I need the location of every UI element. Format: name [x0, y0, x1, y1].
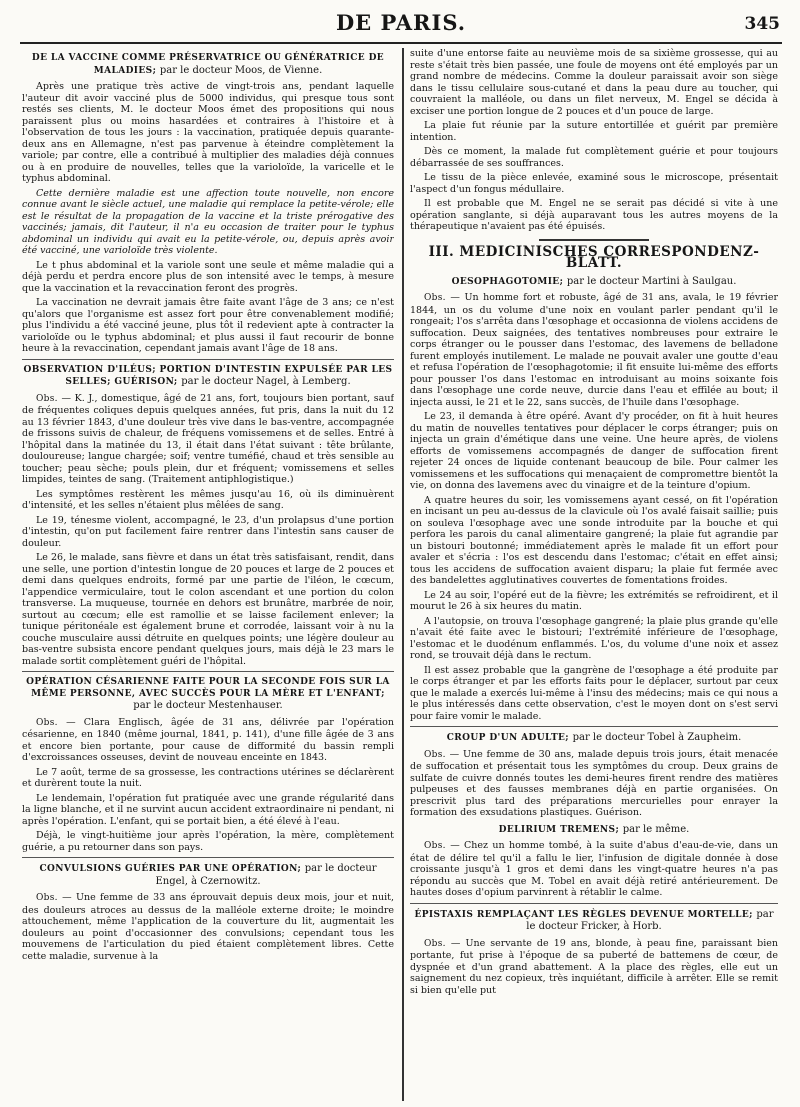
- section-separator: [539, 239, 649, 241]
- article-title-caps: ÉPISTAXIS REMPLAÇANT LES RÈGLES DEVENUE MORTELLE;: [414, 909, 753, 920]
- article-byline: par le docteur Tobel à Zaupheim.: [572, 732, 742, 743]
- article-title-vaccine: [22, 53, 394, 77]
- paragraph: Le 19, ténesme violent, accompagné, le 23, d'un prolapsus d'une portion d'intestin, qu'on put facilement faire rentrer dans l'intestin sans causer de douleur.: [22, 514, 394, 549]
- paragraph: Le lendemain, l'opération fut pratiquée avec une grande régularité dans la ligne blanche, et il ne survint aucun accident extraordinaire ni pendant, ni après l'opération. L'enfant, qui se portait bien, a été élevé à l'eau.: [22, 792, 394, 827]
- article-title-caps: OPÉRATION CÉSARIENNE FAITE POUR LA SECONDE FOIS SUR LA MÊME PERSONNE, AVEC SUCCÈS POUR LA MÈRE ET L'ENFANT;: [26, 677, 390, 699]
- page-header: [20, 8, 782, 44]
- article-title-croup: [410, 732, 778, 745]
- paragraph: Le t phus abdominal et la variole sont une seule et même maladie qui a déjà perdu et perdra encore plus de son intensité avec le temps, à mesure que la vaccination et la revaccination feront des progrès.: [22, 259, 394, 294]
- paragraph: Le 24 au soir, l'opéré eut de la fièvre; les extrémités se refroidirent, et il mourut le 26 à six heures du matin.: [410, 589, 778, 612]
- article-title-epistaxis: [410, 909, 778, 934]
- article-separator: [22, 671, 394, 672]
- right-column: [410, 48, 778, 1101]
- article-title-caps: OBSERVATION D'ILÉUS; PORTION D'INTESTIN EXPULSÉE PAR LES SELLES; GUÉRISON;: [23, 364, 393, 387]
- article-title-caps: CROUP D'UN ADULTE;: [446, 733, 570, 743]
- article-byline: par le docteur Fricker, à Horb.: [526, 908, 774, 932]
- article-separator: [410, 726, 778, 727]
- paragraph: Obs. — K. J., domestique, âgé de 21 ans, fort, toujours bien portant, sauf de fréquentes coliques depuis quelques années, fut pris, dans la nuit du 12 au 13 février 1843, d'une douleur très vive dans le bas-ventre, accompagnée de frissons suivis de chaleur, de fréquens vomissemens et de selles. Entré à l'hôpital dans la matinée du 13, il était dans l'état suivant : tête brûlante, douloureuse; langue chargée; soif; ventre tuméfié, chaud et très sensible au toucher; peau sèche; pouls plein, dur et fréquent; vomissemens et selles limpides, teintes de sang. (Traitement antiphlogistique.): [22, 392, 394, 485]
- article-byline: par le même.: [622, 823, 690, 835]
- page-number: 345: [744, 14, 780, 34]
- page-title: DE PARIS.: [335, 10, 467, 35]
- paragraph: Le 26, le malade, sans fièvre et dans un état très satisfaisant, rendit, dans une selle, une portion d'intestin longue de 20 pouces et large de 2 pouces et demi dans quelques endroits, formé par une partie de l'iléon, le cœcum, l'appendice vermiculaire, tout le colon ascendant et une portion du colon transverse. La muqueuse, tournée en dehors est brunâtre, marbrée de noir, surtout au cœcum; elle est ramollie et se laisse facilement enlever; la tunique péritonéale est également brune et corrodée, laissant voir à nu la couche musculaire aussi détruite en quelques points; une légère douleur au bas-ventre subsista encore pendant quelques jours, mais déjà le 23 mars le malade sortit complètement guéri de l'hôpital.: [22, 552, 394, 667]
- paragraph: Cette dernière maladie est une affection toute nouvelle, non encore connue avant le siècle actuel, une maladie qui remplace la petite-vérole; elle est le résultat de la propagation de la vaccine et la triste prérogative des vaccinés; jamais, dit l'auteur, il n'a eu occasion de traiter pour le typhus abdominal un individu qui avait eu la petite-vérole, ou, depuis après avoir été vacciné, une varioloïde très violente.: [22, 187, 394, 256]
- article-separator: [22, 857, 394, 858]
- article-byline: par le docteur Martini à Saulgau.: [566, 275, 737, 287]
- article-title-oesophagotomie: [410, 276, 778, 289]
- obs-label: Obs.: [36, 393, 58, 404]
- left-column: [22, 48, 394, 1101]
- paragraph: Les symptômes restèrent les mêmes jusqu'au 16, où ils diminuèrent d'intensité, et les selles n'étaient plus mêlées de sang.: [22, 488, 394, 511]
- paragraph: Obs. — Une servante de 19 ans, blonde, à peau fine, paraissant bien portante, fut prise à l'époque de sa puberté de battemens de cœur, de dyspnée et d'un grand abattement. A la place des règles, elle eut un saignement du nez copieux, très inquiétant, difficile à arrêter. Elle se remit si bien qu'elle put: [410, 937, 778, 996]
- article-byline: par le docteur Engel, à Czernowitz.: [155, 863, 377, 887]
- paragraph: Obs. — Clara Englisch, âgée de 31 ans, délivrée par l'opération césarienne, en 1840 (même journal, 1841, p. 141), d'une fille âgée de 3 ans et encore bien portante, pour cause de difformité du bassin rempli d'excroissances osseuses, devint de nouveau enceinte en 1843.: [22, 716, 394, 763]
- paragraph: Obs. — Une femme de 30 ans, malade depuis trois jours, était menacée de suffocation et présentait tous les symptômes du croup. Deux grains de sulfate de cuivre donnés toutes les demi-heures firent rendre des matières pulpeuses et des fausses membranes déjà en partie organisées. On prescrivit plus tard des préparations mercurielles pour enrayer la formation des exsudations plastiques. Guérison.: [410, 748, 778, 818]
- obs-label: Obs.: [424, 841, 446, 851]
- article-title-cesarienne: [22, 677, 394, 713]
- paragraph: Après une pratique très active de vingt-trois ans, pendant laquelle l'auteur dit avoir vacciné plus de 5000 individus, qui presque tous sont restés ses clients, M. le docteur Moos émet des propositions qui nous paraissent plus ou moins hasardées et contraires à l'histoire et à l'observation de tous les jours : la vaccination, pratiquée depuis quarante-deux ans en Allemagne, n'est pas parvenue à éteindre complètement la variole; par contre, elle a contribué à multiplier des maladies déjà connues ou à en produire de nouvelles, telles que la varioloïde, la varicelle et le typhus abdominal.: [22, 81, 394, 184]
- obs-label: Obs.: [424, 938, 446, 949]
- obs-label: Obs.: [36, 893, 58, 903]
- paragraph: Déjà, le vingt-huitième jour après l'opération, la mère, complètement guérie, a pu retourner dans son pays.: [22, 830, 394, 853]
- article-byline: par le docteur Mestenhauser.: [133, 700, 283, 711]
- obs-label: Obs.: [424, 749, 446, 760]
- paragraph: La vaccination ne devrait jamais être faite avant l'âge de 3 ans; ce n'est qu'alors que l'organisme est assez fort pour être convenablement modifié; plus l'individu a été vacciné jeune, plus tôt il redevient apte à contracter la varioloïde ou le typhus abdominal; et plus aussi il faut recourir de bonne heure à la revaccination, cependant jamais avant l'âge de 18 ans.: [22, 297, 394, 354]
- article-byline: par le docteur Moos, de Vienne.: [159, 64, 323, 76]
- paragraph: La plaie fut réunie par la suture entortillée et guérit par première intention.: [410, 120, 778, 143]
- article-title-caps: CONVULSIONS GUÉRIES PAR UNE OPÉRATION;: [39, 864, 302, 874]
- obs-label: Obs.: [424, 293, 446, 303]
- paragraph: Le tissu de la pièce enlevée, examiné sous le microscope, présentait l'aspect d'un fongus médullaire.: [410, 172, 778, 195]
- article-title-delirium: [410, 824, 778, 837]
- article-separator: [22, 359, 394, 360]
- column-divider: [402, 48, 404, 1101]
- paragraph: Le 23, il demanda à être opéré. Avant d'y procéder, on fit à huit heures du matin de nouvelles tentatives pour déplacer le corps étranger; puis on injecta un grain d'émétique dans une veine. Une heure après, de violens efforts de vomissemens accompagnés de danger de suffocation firent rejeter 24 onces de liquide contenant beaucoup de bile. Pour calmer les vomissemens et les suffocations qui menaçaient de compromettre bientôt la vie, on donna des lavemens avec du vinaigre et de la teinture d'opium.: [410, 411, 778, 491]
- article-title-ileus: [22, 365, 394, 389]
- paragraph: A l'autopsie, on trouva l'œsophage gangrené; la plaie plus grande qu'elle n'avait été faite avec le bistouri; l'extrémité inférieure de l'œsophage, l'estomac et le duodénum enflammés. L'os, du volume d'une noix et assez rond, se trouvait déjà dans le rectum.: [410, 615, 778, 661]
- paragraph: A quatre heures du soir, les vomissemens ayant cessé, on fit l'opération en incisant un peu au-dessus de la clavicule où l'os avalé faisait saillie; puis on souleva l'œsophage avec une sonde introduite par la bouche et qui perfora les parois du canal alimentaire gangrené; la plaie fut agrandie par un bistouri boutonné; immédiatement après le malade fit un effort pour avaler et s'écria : l'os est descendu dans l'estomac; c'était en effet ainsi; tous les accidens de suffocation avaient disparu; la plaie fut fermée avec des bandelettes agglutinatives couvertes de fomentations froides.: [410, 494, 778, 586]
- article-byline: par le docteur Nagel, à Lemberg.: [181, 376, 351, 387]
- paragraph: Obs. — Une femme de 33 ans éprouvait depuis deux mois, jour et nuit, des douleurs atroces au dessus de la malléole externe droite; le moindre attouchement, même l'application de la couverture du lit, augmentait les douleurs au point d'occasionner des convulsions; cependant tous les mouvemens de l'articulation du pied étaient complètement libres. Cette cette maladie, survenue à la: [22, 892, 394, 962]
- section-heading: III. MEDICINISCHES CORRESPONDENZ-BLATT.: [428, 243, 760, 271]
- article-title-caps: DELIRIUM TREMENS;: [498, 824, 620, 835]
- paragraph: Dès ce moment, la malade fut complètement guérie et pour toujours débarrassée de ses souffrances.: [410, 146, 778, 169]
- article-title-caps: DE LA VACCINE COMME PRÉSERVATRICE OU GÉNÉRATRICE DE MALADIES;: [31, 53, 385, 76]
- paragraph: Obs. — Un homme fort et robuste, âgé de 31 ans, avala, le 19 février 1844, un os du volume d'une noix en voulant parler pendant qu'il le rongeait; l'os s'arrêta dans l'œsophage et occasionna de violens accidens de suffocation. Deux saignées, des tentatives nombreuses pour extraire le corps étranger ou le pousser dans l'estomac, des lavemens de belladone furent employés inutilement. Le malade ne pouvait avaler une goutte d'eau et refusa l'opération de l'œsophagotomie; il fit ensuite lui-même des efforts pour pousser l'os dans l'estomac en introduisant au moins soixante fois dans l'œsophage une corde neuve, durcie dans l'eau et effilée au bout; il injecta aussi, le 21 et le 22, sans succès, de l'huile dans l'œsophage.: [410, 292, 778, 408]
- article-title-caps: OESOPHAGOTOMIE;: [451, 276, 564, 287]
- paragraph: Obs. — Chez un homme tombé, à la suite d'abus d'eau-de-vie, dans un état de délire tel qu'il a fallu le lier, l'infusion de digitale donnée à dose croissante jusqu'à 1 gros et demi dans les vingt-quatre heures n'a pas répondu au succès que M. Tobel en avait déjà retiré antérieurement. De hautes doses d'opium parvinrent à rétablir le calme.: [410, 840, 778, 898]
- article-separator: [410, 903, 778, 904]
- paragraph: Il est assez probable que la gangrène de l'œsophage a été produite par le corps étranger et par les efforts faits pour le déplacer, surtout par ceux que le malade a exercés lui-même à l'insu des médecins; mais ce qui nous a le plus intéressés dans cette observation, c'est le moyen dont on s'est servi pour faire vomir le malade.: [410, 664, 778, 722]
- article-title-convulsions: [22, 863, 394, 888]
- obs-label: Obs.: [36, 717, 58, 728]
- paragraph: Le 7 août, terme de sa grossesse, les contractions utérines se déclarèrent et durèrent toute la nuit.: [22, 766, 394, 789]
- paragraph: Il est probable que M. Engel ne se serait pas décidé si vite à une opération sanglante, si déjà auparavant tous les autres moyens de la thérapeutique n'avaient pas été épuisés.: [410, 198, 778, 232]
- paragraph: suite d'une entorse faite au neuvième mois de sa sixième grossesse, qui au reste s'était très bien passée, une foule de moyens ont été employés par un grand nombre de médecins. Comme la douleur paraissait avoir son siège dans le tissu cellulaire sous-cutané et dans la peau dure au toucher, qui couvraient la malléole, ou dans un filet nerveux, M. Engel se décida à exciser une portion longue de 2 pouces et d'un pouce de large.: [410, 48, 778, 117]
